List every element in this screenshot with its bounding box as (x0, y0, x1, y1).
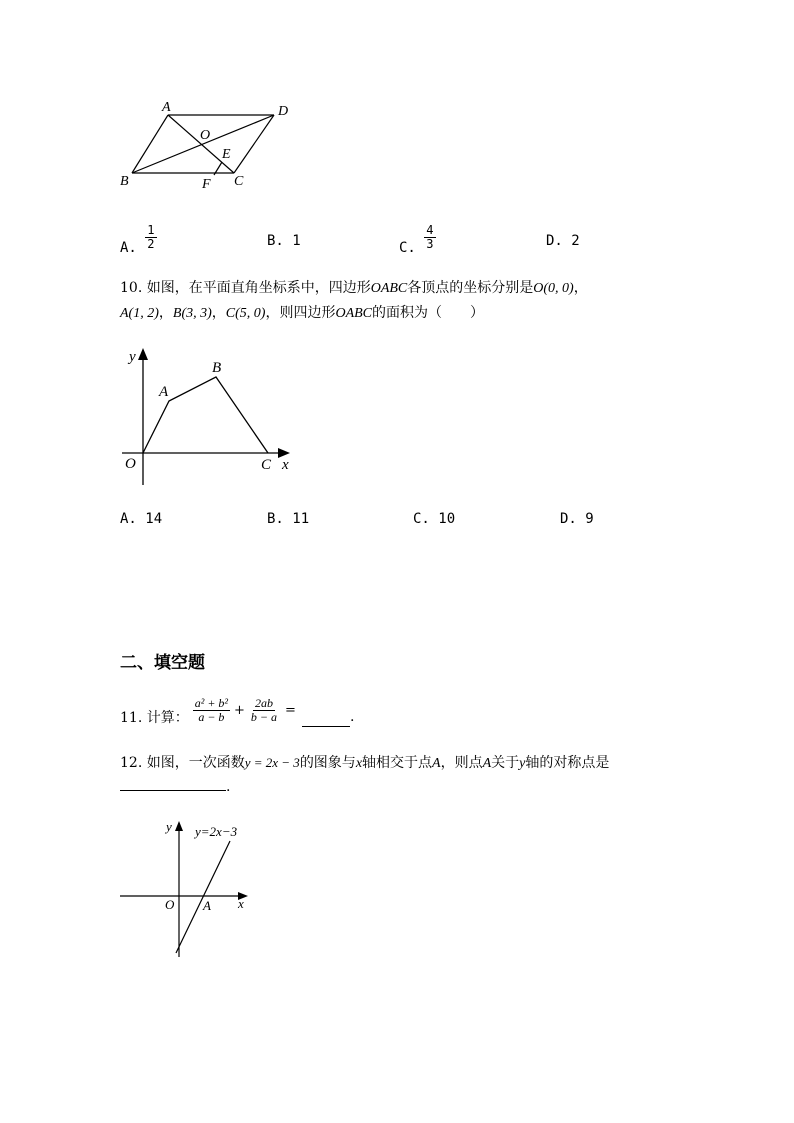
label-O: O (200, 128, 211, 143)
label-A: A (203, 898, 211, 913)
function-line (176, 841, 230, 953)
quadrilateral-coordinate-figure (112, 340, 302, 490)
q10-line2: A(1, 2)，B(3, 3)，C(5, 0)，则四边形OABC的面积为（ ） (120, 305, 485, 321)
q10-option-d[interactable]: D. 9 (560, 511, 594, 527)
q10-line1: 10. 如图，在平面直角坐标系中，四边形OABC各顶点的坐标分别是O(0, 0)， (120, 280, 588, 296)
label-C: C (234, 174, 244, 189)
label-O: O (165, 897, 175, 912)
label-y: y (166, 819, 172, 834)
label-y: y (129, 349, 136, 365)
q9-option-c[interactable]: C. $\frac{4}{3}$ (399, 223, 434, 256)
diagonal-ac (168, 115, 234, 173)
label-func: y=2x−3 (195, 824, 238, 839)
label-A: A (162, 100, 171, 115)
q10-option-c[interactable]: C. 10 (413, 511, 456, 527)
parallelogram-figure (110, 95, 310, 200)
fraction-one-half: $\frac{1}{2}$ (147, 223, 155, 251)
q12-line2: . (120, 776, 230, 795)
y-axis-arrow (138, 348, 148, 360)
label-x: x (238, 896, 244, 911)
label-D: D (278, 104, 289, 119)
q12-answer-blank[interactable] (120, 776, 226, 791)
y-axis-arrow (175, 821, 183, 831)
section-heading: 二、填空题 (120, 653, 205, 673)
label-O: O (125, 456, 136, 472)
q9-option-d[interactable]: D. 2 (546, 233, 580, 249)
label-E: E (222, 147, 231, 162)
q12-line1: 12. 如图，一次函数y = 2x − 3的图象与x轴相交于点A，则点A关于y轴的对称点是 (120, 755, 610, 771)
q10-option-a[interactable]: A. 14 (120, 511, 163, 527)
fraction-four-thirds: $\frac{4}{3}$ (426, 223, 434, 251)
label-x: x (282, 457, 289, 473)
q9-option-a[interactable]: A. $\frac{1}{2}$ (120, 223, 155, 256)
q11-fraction-1: $\frac{\text{a² + b²}}{a - b}$ (194, 696, 229, 724)
edge-ab (132, 115, 168, 173)
linear-function-figure (115, 815, 260, 960)
label-C: C (261, 457, 272, 473)
q11-answer-blank[interactable] (302, 710, 350, 727)
label-A: A (159, 384, 169, 400)
q10-option-b[interactable]: B. 11 (267, 511, 310, 527)
label-B: B (212, 360, 222, 376)
q11-fraction-2: $\frac{2ab}{b - a}$ (250, 696, 278, 724)
diagonal-bd (132, 115, 274, 173)
label-B: B (120, 174, 129, 189)
q11-line: 11. 计算： $\frac{\text{a² + b²}}{a - b}$ + $\frac{2ab}{b - a}$ = . (120, 696, 355, 726)
label-F: F (202, 177, 211, 192)
q9-option-b[interactable]: B. 1 (267, 233, 301, 249)
